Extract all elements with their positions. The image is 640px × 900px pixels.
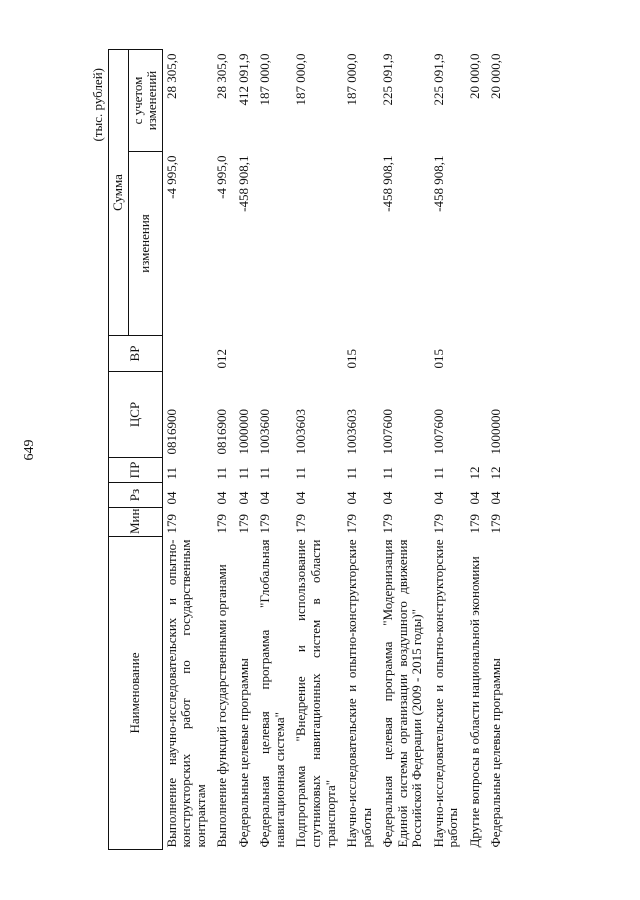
row-csr: 1000000 [235,409,251,455]
table-row [487,50,509,850]
row-change [466,152,488,336]
row-csr: 1003600 [257,409,273,455]
row-total: 225 091,9 [380,53,396,106]
row-rz: 04 [257,491,273,505]
row-vr [466,336,488,372]
row-change [292,152,343,336]
row-rz: 04 [293,491,309,505]
row-name: Федеральная целевая программа "Глобальная навигационная система" [257,539,287,848]
row-pr: 11 [430,466,446,480]
row-pr: 11 [257,466,273,480]
row-csr [466,372,488,458]
table-row [379,50,430,850]
row-min: 179 [380,514,396,534]
row-total: 187 000,0 [344,53,360,106]
row-change [256,152,292,336]
row-min: 179 [430,514,446,534]
row-rz: 04 [488,491,504,505]
row-vr [487,336,509,372]
row-vr: 012 [214,349,230,369]
row-total: 187 000,0 [257,53,273,106]
row-pr: 11 [163,466,179,480]
row-name: Подпрограмма "Внедрение и использование спутниковых навигационных систем в области транспорта" [293,539,338,848]
row-vr [162,336,213,372]
table-header [109,50,163,850]
row-csr: 1003603 [293,409,309,455]
row-csr: 1000000 [488,409,504,455]
row-change: -4 995,0 [163,155,179,199]
row-min: 179 [214,514,230,534]
row-pr: 11 [235,466,251,480]
row-total: 28 305,0 [163,53,179,99]
row-min: 179 [235,514,251,534]
row-rz: 04 [163,491,179,505]
row-pr: 12 [466,466,482,480]
row-rz: 04 [430,491,446,505]
row-change [343,152,379,336]
row-name: Научно-исследовательские и опытно-конструкторские работы [344,539,374,848]
table-row [292,50,343,850]
row-min: 179 [488,514,504,534]
row-name: Федеральные целевые программы [488,658,504,848]
row-change: -458 908,1 [380,155,396,212]
row-total: 20 000,0 [466,53,482,99]
row-pr: 11 [293,466,309,480]
row-change [487,152,509,336]
row-min: 179 [344,514,360,534]
row-change: -458 908,1 [235,155,251,212]
table-row [213,50,235,850]
row-csr: 1003603 [344,409,360,455]
header-name: Наименование [109,537,163,850]
row-name: Научно-исследовательские и опытно-конструкторские работы [430,539,461,848]
row-vr [292,336,343,372]
page-number: 649 [22,439,37,461]
row-pr: 11 [380,466,396,480]
table-row [343,50,379,850]
table-row [466,50,488,850]
row-min: 179 [293,514,309,534]
row-total: 225 091,9 [430,53,446,106]
row-rz: 04 [214,491,230,505]
row-pr: 11 [214,466,230,480]
row-rz: 04 [235,491,251,505]
table-row [256,50,292,850]
header-with-change: с учетом изменений [128,50,162,152]
row-vr: 015 [430,349,446,369]
header-rz: Рз [109,483,163,508]
row-total: 28 305,0 [214,53,230,99]
row-change: -458 908,1 [430,155,446,212]
row-name: Выполнение научно-исследовательских и опытно-конструкторских работ по государственным контрактам [163,539,208,848]
row-change: -4 995,0 [214,155,230,199]
row-min: 179 [257,514,273,534]
row-rz: 04 [380,491,396,505]
row-rz: 04 [466,491,482,505]
row-total: 187 000,0 [293,53,309,106]
table-row [162,50,213,850]
header-vr: ВР [109,336,163,372]
row-csr: 1007600 [380,409,396,455]
rotated-table-area [90,50,550,850]
row-pr: 11 [344,466,360,480]
budget-table [108,49,509,850]
row-min: 179 [163,514,179,534]
row-total: 412 091,9 [235,53,251,106]
row-rz: 04 [344,491,360,505]
table-row [235,50,257,850]
header-sum: Сумма [109,50,129,336]
row-vr [235,336,257,372]
row-vr [256,336,292,372]
header-change: изменения [128,152,162,336]
header-pr: ПР [109,458,163,483]
row-name: Федеральная целевая программа "Модернизация Единой системы организации воздушного движения Российской Федерации (2009 - 2015 годы)" [380,539,425,848]
row-vr [379,336,430,372]
row-vr: 015 [344,349,360,369]
row-pr: 12 [488,466,504,480]
row-name: Выполнение функций государственными органами [214,564,230,848]
unit-label: (тыс. рублей) [90,68,105,142]
row-csr: 0816900 [214,409,230,455]
row-name: Федеральные целевые программы [235,658,251,848]
row-total: 20 000,0 [488,53,504,99]
row-csr: 0816900 [163,409,179,455]
row-min: 179 [466,514,482,534]
header-csr: ЦСР [109,372,163,458]
header-min: Мин [109,508,163,537]
row-name: Другие вопросы в области национальной экономики [466,556,482,848]
row-csr: 1007600 [430,409,446,455]
table-body [162,50,509,850]
table-row [430,50,466,850]
